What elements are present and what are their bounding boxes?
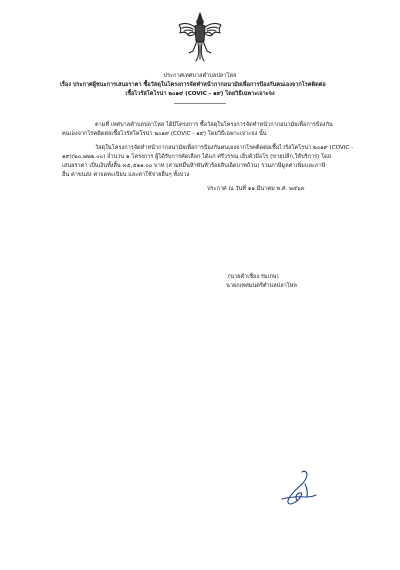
body-line-2: คนเองจากโรคติดต่อเชื้อไวรัสโคโรน่า ๒๐๑๙ (COVIC - ๑๙) โดยวิธีเฉพาะเจาะจง นั้น [62, 131, 267, 137]
document-subject-line-2: เชื้อไวรัสโคโรน่า ๒๐๑๙ (COVIC - ๑๙) โดยวิธีเฉพาะเจาะจง [125, 91, 275, 97]
signer-name: (นายคำเชื่อง ร่มเกษ) [228, 274, 279, 280]
document-title: ประกาศเทศบาลตำบลปลาโหล [163, 73, 237, 79]
announce-date: ประกาศ ณ วันที่ ๑๑ มีนาคม พ.ศ. ๒๕๖๓ [207, 186, 305, 192]
body-line-5: เสนอราคา เป็นเงินทั้งสิ้น ๓๕,๕๑๑.๐๐ บาท (สามหมื่นห้าพันห้าร้อยสิบเอ็ดบาทถ้วน) รวมภาษีมูลค่าเพิ่มและภาษี [62, 163, 326, 169]
signer-position: นายกเทศมนตรีตำบลปลาโหล [226, 283, 297, 289]
body-line-3: วัสดุในโครงการจัดทำหน้ากากอนามัยเพื่อการป้องกันคนเองจากโรคติดต่อเชื้อไวรัสโคโรน่า ๒๐๑๙ (COVIC - [95, 145, 354, 151]
document-subject-line-1: เรื่อง ประกาศผู้ชนะการเสนอราคา ซื้อวัสดุในโครงการจัดทำหน้ากากอนามัยเพื่อการป้องกันคนเองจากโรคติดต่อ [60, 82, 326, 88]
body-line-4: ๑๙)(๒๐,๗๒๒.๐๐) จำนวน ๑ โครงการ ผู้ได้รับการคัดเลือก ได้แก่ ศรีวรรณ เย็บผ้ามือโร (ขายปลีก,ให้บริการ) โดย [62, 154, 332, 160]
subject-divider [174, 103, 226, 104]
body-line-6: อื่น ค่าขนส่ง ค่าจดทะเบียน และค่าใช้จ่ายอื่นๆ ทั้งปวง [62, 172, 190, 178]
body-line-1: ตามที่ เทศบาลตำบลปลาโหล ได้มีโครงการ ซื้อวัสดุในโครงการจัดทำหน้ากากอนามัยเพื่อการป้องกัน [95, 122, 333, 128]
garuda-emblem-icon [176, 11, 224, 63]
handwritten-signature-icon [276, 466, 322, 524]
